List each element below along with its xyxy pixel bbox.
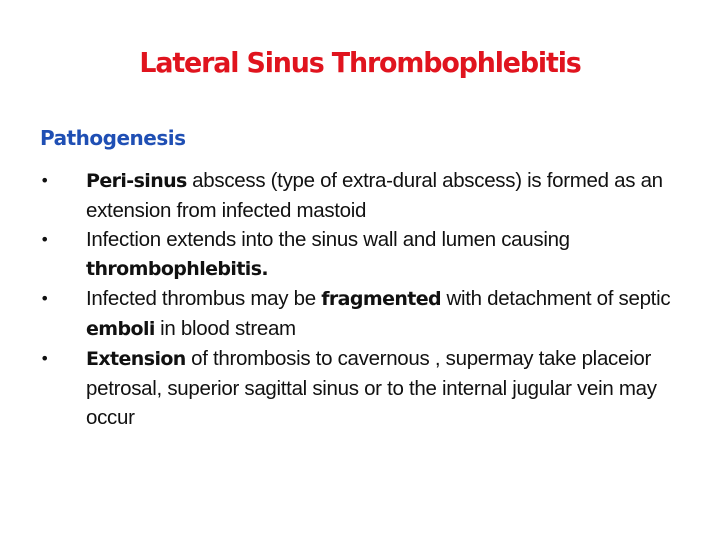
bullet-text — [86, 166, 680, 225]
bullet-body: Infected thrombus may be — [86, 287, 322, 310]
bullet-item-infection — [40, 225, 680, 284]
bullet-body: of thrombosis to cavernous , supermay take placeior petrosal, superior sagittal sinus or to the internal jugular vein may occur — [86, 347, 657, 429]
slide-title: Lateral Sinus Thrombophlebitis — [139, 46, 581, 79]
emphasis-term: thrombophlebitis. — [86, 258, 269, 280]
emphasis-term: fragmented — [321, 288, 442, 310]
bullet-icon: • — [40, 171, 50, 190]
emphasis-term: Peri-sinus — [86, 170, 187, 192]
bullet-body: with detachment of septic — [441, 287, 671, 310]
bullet-icon: • — [40, 289, 50, 308]
bullet-icon: • — [40, 349, 50, 368]
bullet-text — [86, 225, 680, 284]
bullet-icon: • — [40, 230, 50, 249]
bullet-item-extension — [40, 344, 680, 432]
bullet-list — [40, 166, 680, 432]
bullet-body: in blood stream — [154, 317, 296, 340]
section-heading: Pathogenesis — [40, 126, 186, 150]
emphasis-term: Extension — [86, 348, 186, 370]
bullet-body: abscess (type of extra-dural abscess) is formed as an extension from infected mastoid — [86, 169, 663, 222]
bullet-text — [86, 344, 680, 432]
bullet-text — [86, 284, 680, 344]
bullet-body: Infection extends into the sinus wall and lumen causing — [86, 228, 570, 251]
emphasis-term: emboli — [86, 318, 155, 340]
bullet-item-peri-sinus — [40, 166, 680, 225]
bullet-item-thrombus — [40, 284, 680, 344]
